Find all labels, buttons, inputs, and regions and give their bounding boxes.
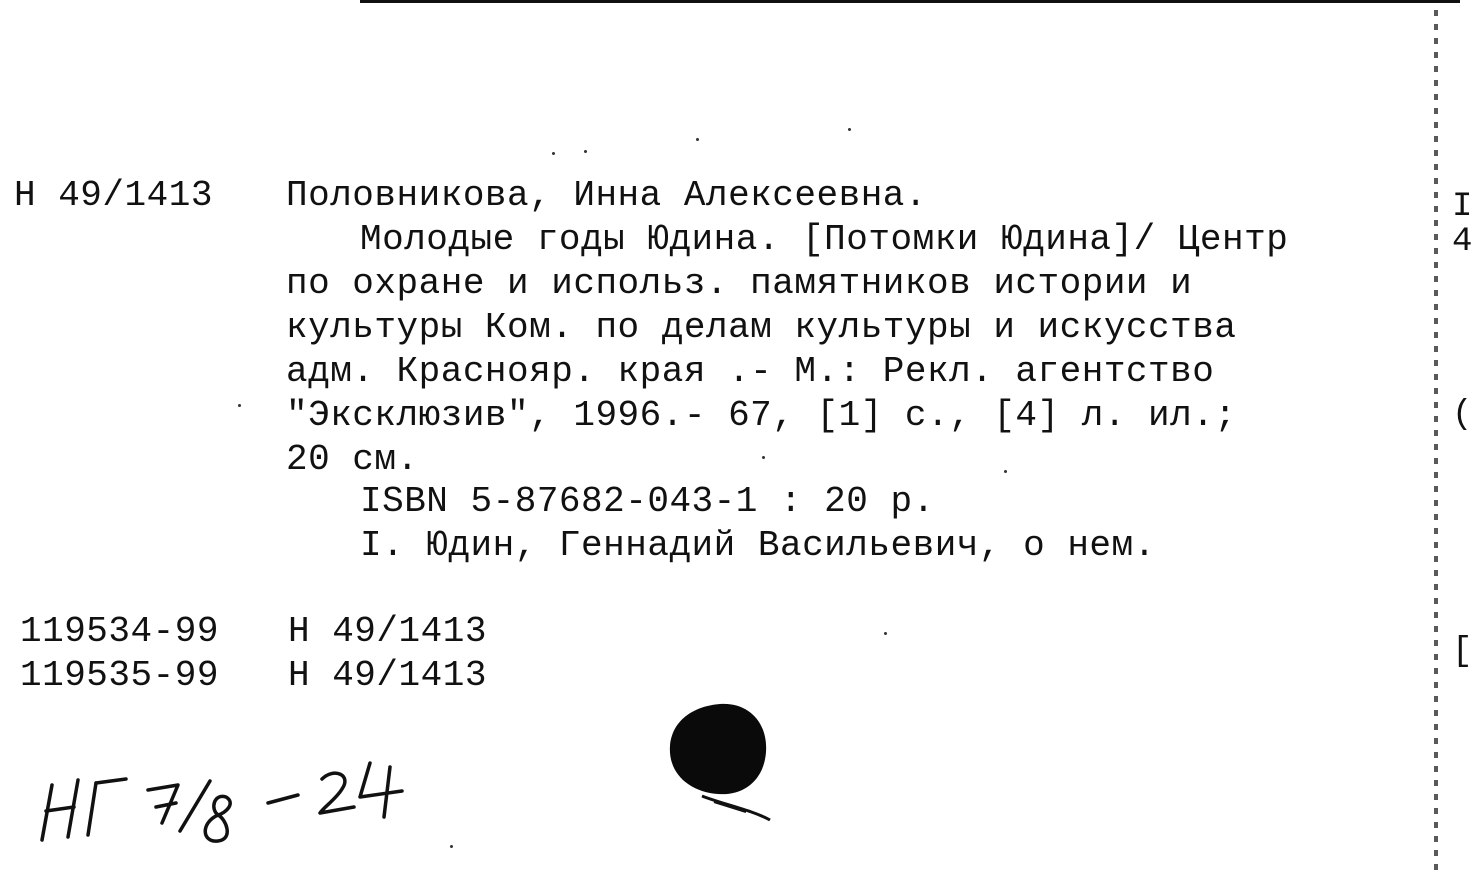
edge-fragment: I [1452, 188, 1472, 226]
description-line: 20 см. [286, 439, 419, 480]
scan-speck [552, 152, 555, 155]
edge-fragment: [ [1452, 633, 1472, 671]
scan-speck [238, 404, 241, 407]
scan-speck [696, 138, 699, 141]
scan-speck [884, 632, 887, 635]
top-border-line [360, 0, 1460, 3]
description-line: адм. Краснояр. края .- М.: Рекл. агентство [286, 351, 1215, 392]
accession-shelf-mark: Н 49/1413 [288, 611, 487, 652]
scan-speck [762, 456, 765, 459]
description-line: "Эксклюзив", 1996.- 67, [1] с., [4] л. ил.; [286, 395, 1237, 436]
accession-shelf-mark: Н 49/1413 [288, 655, 487, 696]
shelf-mark: Н 49/1413 [14, 175, 213, 216]
ink-blot [662, 700, 782, 825]
subject-entry: I. Юдин, Геннадий Васильевич, о нем. [360, 525, 1156, 566]
scan-speck [584, 150, 587, 153]
edge-fragment: 4 [1452, 223, 1472, 261]
scan-speck [450, 845, 453, 848]
author-heading: Половникова, Инна Алексеевна. [286, 175, 928, 216]
isbn-line: ISBN 5-87682-043-1 : 20 р. [360, 481, 935, 522]
scan-speck [848, 128, 851, 131]
title-statement: Молодые годы Юдина. [Потомки Юдина]/ Центр [360, 219, 1289, 260]
edge-fragment: ( [1452, 396, 1472, 434]
handwritten-note [30, 745, 430, 855]
description-line: культуры Ком. по делам культуры и искусства [286, 307, 1237, 348]
accession-number: 119534-99 [20, 611, 219, 652]
right-edge-perforation [1434, 10, 1438, 870]
description-line: по охране и использ. памятников истории и [286, 263, 1193, 304]
scan-speck [1004, 470, 1007, 473]
accession-number: 119535-99 [20, 655, 219, 696]
